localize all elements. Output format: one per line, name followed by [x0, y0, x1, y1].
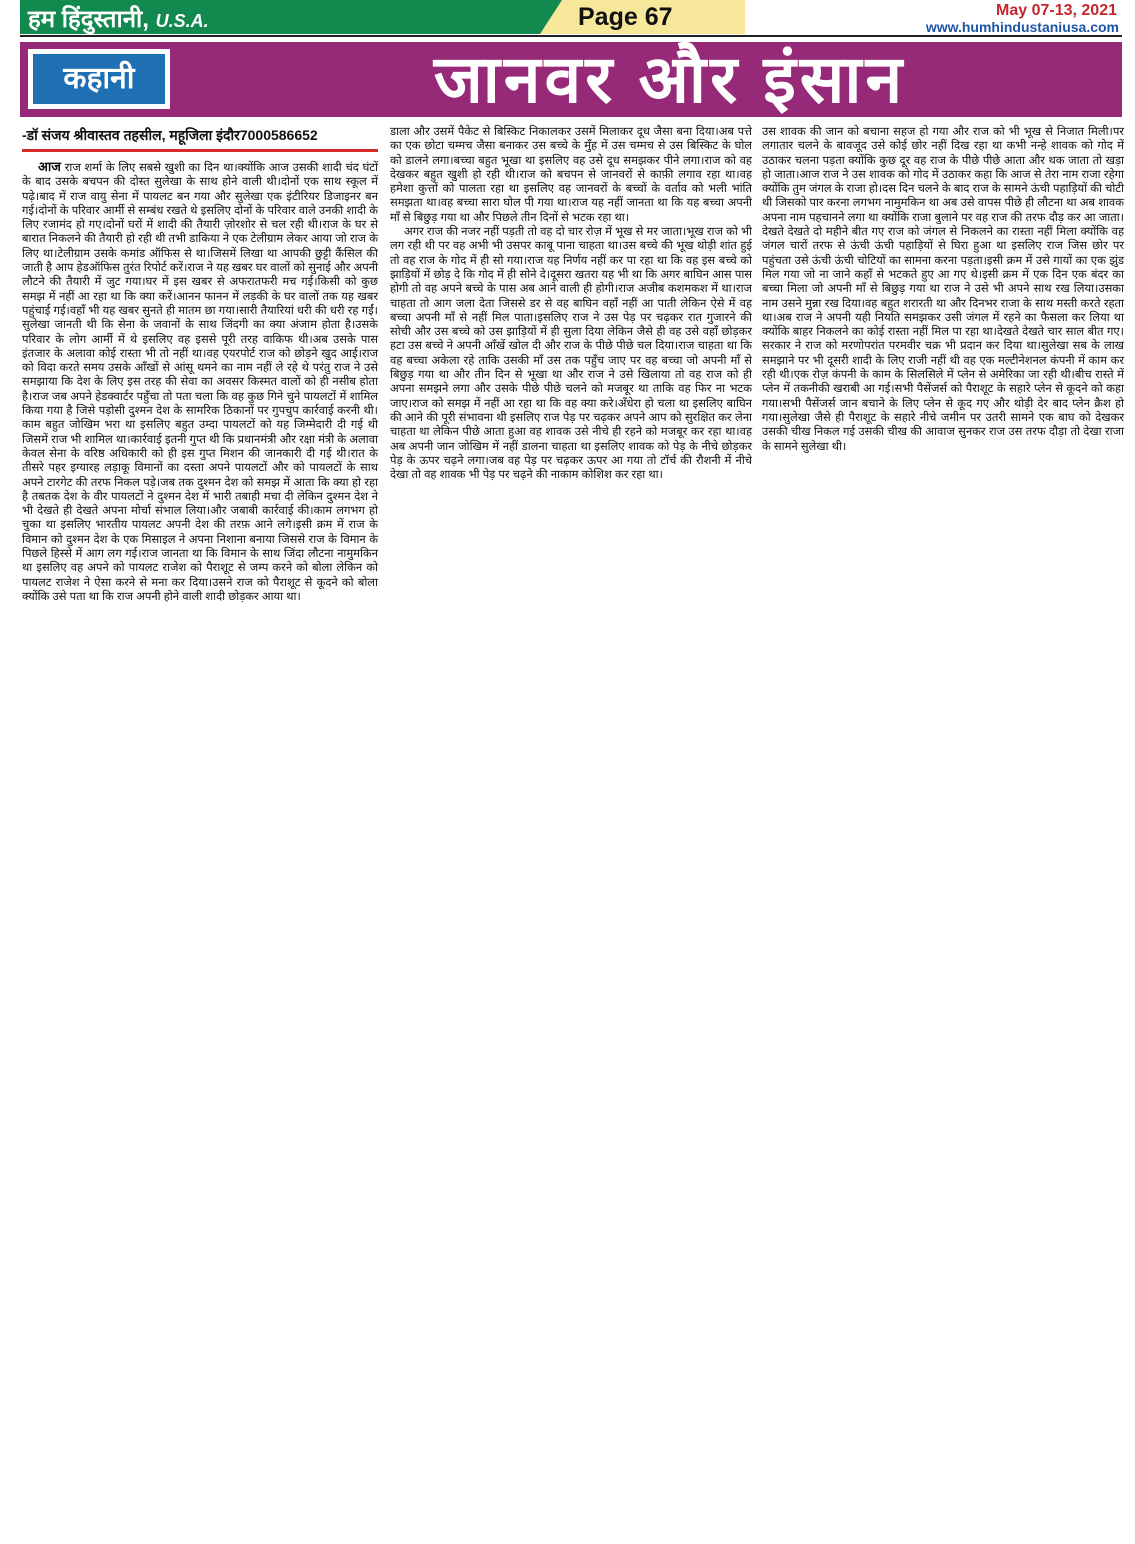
byline-rule	[22, 149, 378, 152]
issue-date: May 07-13, 2021	[996, 2, 1117, 19]
byline: -डॉ संजय श्रीवास्तव तहसील, महूजिला इंदौर7000586652	[22, 127, 318, 143]
article-headline: जानवर और इंसान	[433, 42, 907, 116]
paragraph: अगर राज की नजर नहीं पड़ती तो वह दो चार रोज़ में भूख से मर जाता।भूख राज को भी लग रही थी पर वह अभी भी उसपर काबू पाना चाहता था।उस बच्चे की भूख थोड़ी शांत हुई तो वह राज के गोद में ही सो गया।राज यह निर्णय नहीं कर पा रहा था कि वह इस बच्चे को झाड़ियों में छोड़ दे कि गोद में ही सोने दे।दूसरा खतरा यह भी था कि अगर बाघिन आस पास होगी तो वह अपने बच्चे के पास अब आने वाली ही होगी।राज अजीब कशमकश में था।राज चाहता तो आग जला देता जिससे डर से वह बाघिन वहाँ नहीं आ पाती लेकिन ऐसे में वह बच्चा अपनी माँ से नहीं मिल पाता।इसलिए राज ने उस पेड़ पर चढ़कर रात गुजारने की सोची और उस बच्चे को उस झाड़ियों में ही सुला दिया लेकिन जैसे ही वह उसे वहाँ छोड़कर हटा उस बच्चे ने अपनी आँखें खोल दी और राज के पीछे पीछे चल दिया।राज चाहता था कि वह बच्चा अकेला रहे ताकि उसकी माँ उस तक पहुँच जाए पर वह बच्चा जो अपनी माँ से बिछुड़ गया था और तीन दिन से भूखा था और राज ने उसे खिलाया तो वह राज को ही अपना समझने लगा और उसके पीछे पीछे चलने को मजबूर था ताकि वह फिर ना भटक जाए।राज को समझ में नहीं आ रहा था कि वह क्या करे।अँधेरा हो चला था इसलिए बाघिन की आने की पूरी संभावना थी इसलिए राज पेड़ पर चढ़कर अपने आप को सुरक्षित कर लेना चाहता था लेकिन पीछे आता हुआ वह शावक उसे नीचे ही रहने को मजबूर कर रहा था।वह अब अपनी जान जोखिम में नहीं डालना चाहता था इसलिए शावक को पेड़ के नीचे छोड़कर पेड़ के ऊपर चढ़ने लगा।जब वह पेड़ पर चढ़कर ऊपर आ गया तो टॉर्च की रौशनी में नीचे देखा तो वह शावक भी पेड़ पर चढ़ने की नाकाम कोशिश कर रहा था।	[390, 226, 752, 482]
paragraph: उस शावक की जान को बचाना सहज हो गया और राज को भी भूख से निजात मिली।पर लगातार चलने के बावजूद उसे कोई छोर नहीं दिख रहा था कभी नन्हे शावक को गोद में उठाकर चलना पड़ता क्योंकि कुछ दूर वह राज के पीछे पीछे आता और थक जाता तो खड़ा हो जाता।आज राज ने उस शावक को गोद में उठाकर कहा कि आज से तेरा नाम राजा रहेगा क्योंकि तुम जंगल के राजा हो।दस दिन चलने के बाद राज के सामने ऊंची पहाड़ियों की चोटी थी जिसको पार करना लगभग नामुमकिन था अब उसे वापस पीछे ही लौटना था अब शावक अपना नाम पहचानने लगा था क्योंकि राजा बुलाने पर वह राज की तरफ दौड़ कर आ जाता।देखते देखते दो महीने बीत गए राज को जंगल से निकलने का रास्ता नहीं मिला क्योंकि वह जंगल चारों तरफ से ऊंची ऊंची पहाड़ियों से घिरा हुआ था इसलिए राज जिस छोर पर पहुंचता उसे ऊंची ऊंची चोटियों का सामना करना पड़ता।इसी क्रम में उसे गायों का एक झुंड मिल गया जो ना जाने कहाँ से भटकते हुए आ गए थे।इसी क्रम में एक दिन एक बंदर का बच्चा मिला जो अपनी माँ से बिछुड़ गया था राज ने उसे भी अपने साथ रख लिया।उसका नाम उसने मुन्ना रख दिया।वह बहुत शरारती था और दिनभर राजा के साथ मस्ती करते रहता था।अब राज ने अपनी यही नियति समझकर उसी जंगल में रहने का फैसला कर लिया था क्योंकि बाहर निकलने का कोई रास्ता नहीं मिल पा रहा था।देखते देखते चार साल बीत गए।सरकार ने राज को मरणोपरांत परमवीर चक्र भी प्रदान कर दिया था।सुलेखा सब के लाख समझाने पर भी दूसरी शादी के लिए राजी नहीं थी वह एक मल्टीनेशनल कंपनी में काम कर रही थी।एक रोज़ कंपनी के काम के सिलसिले में प्लेन से अमेरिका जा रही थी।बीच रास्ते में प्लेन में तकनीकी खराबी आ गई।सभी पैसेंजर्स को पैराशूट के सहारे प्लेन से कूदने को कहा गया।सभी पैसेंजर्स जान बचाने के लिए प्लेन से कूद गए और थोड़ी देर बाद प्लेन क्रैश हो गया।सुलेखा जैसे ही पैराशूट के सहारे नीचे जमीन पर उतरी सामने एक बाघ को देखकर उसकी चीख निकल गई उसकी चीख की आवाज सुनकर राज उस तरफ दौड़ा तो देखा राजा के सामने सुलेखा थी।	[762, 126, 1124, 453]
paragraph: आज राज शर्मा के लिए सबसे खुशी का दिन था।क्योंकि आज उसकी शादी चंद घंटों के बाद उसके बचपन की दोस्त सुलेखा के साथ होने वाली थी।दोनों एक साथ स्कूल में पढ़े।बाद में राज वायु सेना में पायलट बन गया और सुलेखा एक इंटीरियर डिजाइनर बन गई।दोनों के परिवार आर्मी से सम्बंध रखते थे इसलिए दोनों के परिवार वाले उनकी शादी के लिए रजामंद हो गए।दोनों घरों में शादी की तैयारी ज़ोरशोर से चल रही थी।राज के घर से बारात निकलने की तैयारी हो रही थी तभी डाकिया ने एक टेलीग्राम लेकर आया जो राज के लिए था।टेलीग्राम उसके कमांड ऑफिस से था।जिसमें लिखा था आपकी छुट्टी कैंसिल की जाती है आप हेडऑफिस तुरंत रिपोर्ट करें।राज ने यह खबर घर वालों को सुनाई और अपनी लौटने की तैयारी में जुट गया।घर में इस खबर से अफरातफरी मच गई।किसी को कुछ समझ में नहीं आ रहा था कि क्या करें।आनन फानन में लड़की के घर वालों तक यह खबर पहुंचाई गई।वहाँ भी यह खबर सुनते ही मातम छा गया।सारी तैयारियां धरी की धरी रह गईं।सुलेखा जानती थी कि सेना के जवानों के साथ जिंदगी का क्या अंजाम होता है।उसके परिवार के लोग आर्मी में थे इसलिए वह इससे पूरी तरह वाकिफ थी।अब उसके पास इंतजार के अलावा कोई रास्ता भी तो नहीं था।वह एयरपोर्ट राज को छोड़ने खुद आई।राज को विदा करते समय उसके आँखों से आंसू थमने का नाम नहीं ले रहे थे परंतु राज ने उसे समझाया कि देश के लिए इस तरह की सेवा का अवसर किस्मत वालों को ही नसीब होता है।राज जब अपने हेडक्वार्टर पहुँचा तो पता चला कि वह कुछ गिने चुने पायलटों में शामिल किया गया है जिसे पड़ोसी दुश्मन देश के सामरिक ठिकानों पर गुपचुप कार्रवाई करनी थी।काम बहुत जोखिम भरा था इसलिए बहुत उम्दा पायलटों को यह जिम्मेदारी दी गई थी जिसमें राज भी शामिल था।कार्रवाई इतनी गुप्त थी कि प्रधानमंत्री और रक्षा मंत्री के अलावा केवल सेना के वरिष्ठ अधिकारी को ही इस गुप्त मिशन की जानकारी दी गई थी।रात के तीसरे पहर इग्यारह लड़ाकू विमानों का दस्ता अपने पायलटों और को पायलटों के साथ अपने टारगेट की तरफ निकल पड़े।जब तक दुश्मन देश को समझ में आता कि क्या हो रहा है तबतक देश के वीर पायलटों ने दुश्मन देश में भारी तबाही मचा दी लेकिन दुश्मन देश ने भी देखते ही देखते अपना मोर्चा संभाल लिया।और जबाबी कार्रवाई की।काम लगभग हो चुका था इसलिए भारतीय पायलट अपनी देश की तरफ़ आने लगे।इसी क्रम में राज के विमान को दुश्मन देश के एक मिसाइल ने अपना निशाना बनाया जिससे राज के विमान के पिछले हिस्से में आग लग गई।राज जानता था कि विमान के साथ जिंदा लौटना नामुमकिन था इसलिए वह अपने को पायलट राजेश को पैराशूट से जम्प करने को बोला लेकिन को पायलट राजेश ने ऐसा करने से मना कर दिया।उसने राज को पैराशूट से कूदने को बोला क्योंकि उसे पता था कि राज अपनी होने वाली शादी छोड़कर आया था।	[22, 159, 378, 603]
paper-name: हम हिंदुस्तानी, U.S.A.	[28, 6, 209, 33]
article-column-1	[22, 160, 378, 604]
paragraph: डाला और उसमें पैकेट से बिस्किट निकालकर उसमें मिलाकर दूध जैसा बना दिया।अब पत्ते का एक छोटा चम्मच जैसा बनाकर उस बच्चे के मुँह में उस चम्मच से उस बिस्किट के घोल को डालने लगा।बच्चा बहुत भूखा था इसलिए वह उसे दूध समझकर पीने लगा।राज को वह देखकर बहुत खुशी हो रही थी।राज को बचपन से जानवरों से काफ़ी लगाव रहा था।वह हमेशा कुत्तों को पालता रहा था इसलिए वह जानवरों के बच्चों के वर्ताव को भली भांति समझता था।वह बच्चा सारा घोल पी गया था।राज यह नहीं जानता था कि यह बच्चा अपनी माँ से बिछुड़ गया था और पिछले तीन दिनों से भटक रहा था।	[390, 126, 752, 224]
masthead-divider	[20, 35, 1122, 37]
lead-word: आज	[38, 159, 61, 174]
page-number: Page 67	[578, 3, 673, 31]
website-link[interactable]: www.humhindustaniusa.com	[925, 19, 1119, 35]
paper-region: U.S.A.	[155, 11, 209, 31]
article-column-2	[390, 125, 752, 482]
article-column-3	[762, 125, 1124, 454]
section-tag: कहानी	[33, 54, 165, 104]
